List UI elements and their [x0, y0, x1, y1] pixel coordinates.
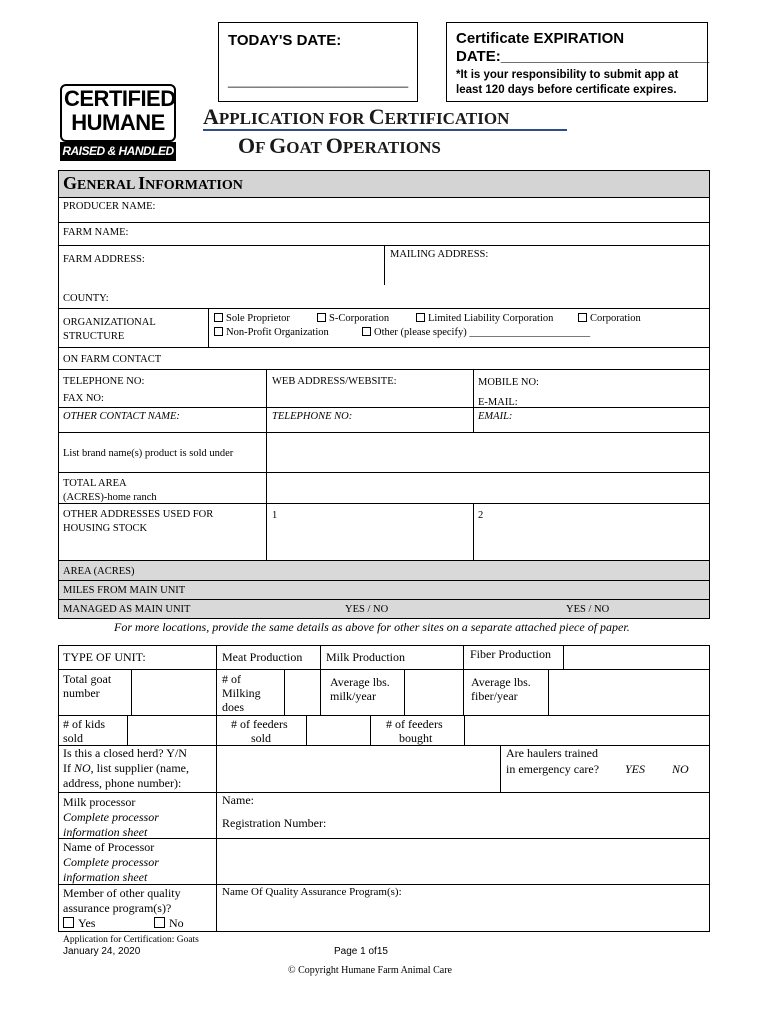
avg-milk-label-1: Average lbs.	[330, 675, 390, 689]
feeders-bought-label-1: # of feeders	[386, 717, 443, 731]
rule	[58, 838, 710, 839]
feeders-bought-label-2: bought	[399, 731, 433, 745]
qa-program-label: Name Of Quality Assurance Program(s):	[222, 886, 402, 898]
org-structure-label-1: ORGANIZATIONAL	[63, 317, 156, 328]
other-contact-label: OTHER CONTACT NAME:	[63, 411, 180, 422]
avg-milk-label-2: milk/year	[330, 689, 376, 703]
rule	[58, 308, 710, 309]
brand-names-label: List brand name(s) product is sold under	[63, 448, 234, 459]
milking-does-label-3: does	[222, 700, 244, 714]
other-telephone-label: TELEPHONE NO:	[272, 411, 353, 422]
rule	[548, 669, 549, 715]
other-addresses-label-1: OTHER ADDRESSES USED FOR	[63, 509, 214, 520]
total-area-label-2: (ACRES)-home ranch	[63, 492, 157, 503]
haulers-no-option[interactable]: NO	[672, 762, 689, 776]
farm-address-label: FARM ADDRESS:	[63, 254, 145, 265]
area-acres-label: AREA (ACRES)	[63, 566, 135, 577]
rule	[208, 308, 209, 347]
rule	[473, 503, 474, 560]
todays-date-field[interactable]: ___________________________	[228, 74, 409, 88]
option-s-corporation[interactable]: S-Corporation	[317, 312, 389, 325]
complete-processor-note-2: information sheet	[63, 825, 148, 839]
option-corporation[interactable]: Corporation	[578, 312, 641, 325]
checkbox-icon[interactable]	[362, 327, 371, 336]
avg-fiber-label-1: Average lbs.	[471, 675, 531, 689]
milk-production-option[interactable]: Milk Production	[326, 650, 406, 664]
gray-row	[59, 561, 709, 580]
address-col-2: 2	[478, 510, 484, 521]
total-goat-label-2: number	[63, 686, 100, 700]
checkbox-icon[interactable]	[154, 917, 165, 928]
rule	[58, 472, 710, 473]
more-locations-note: For more locations, provide the same details as above for other sites on a separate attached piece of paper.	[114, 620, 630, 634]
logo-text-certified: CERTIFIED	[64, 86, 176, 111]
checkbox-icon[interactable]	[214, 327, 223, 336]
expiration-date-field[interactable]: DATE:_________________________	[456, 48, 710, 65]
member-qa-label-1: Member of other quality	[63, 886, 181, 900]
haulers-label-1: Are haulers trained	[506, 746, 598, 760]
producer-name-label: PRODUCER NAME:	[63, 201, 156, 212]
logo-raised-handled: RAISED & HANDLED	[60, 142, 176, 161]
complete-processor-note-3: Complete processor	[63, 855, 159, 869]
rule	[384, 245, 385, 285]
rule	[563, 645, 564, 669]
unit-left-border	[58, 645, 59, 931]
org-structure-label-2: STRUCTURE	[63, 331, 125, 342]
fax-label: FAX NO:	[63, 393, 104, 404]
rule	[473, 369, 474, 432]
rule	[216, 645, 217, 715]
rule	[58, 792, 710, 793]
option-llc[interactable]: Limited Liability Corporation	[416, 312, 553, 325]
option-other[interactable]: Other (please specify) _______________________	[362, 326, 590, 339]
fiber-production-option[interactable]: Fiber Production	[470, 647, 551, 661]
rule	[284, 669, 285, 715]
unit-bottom-border	[58, 931, 710, 932]
rule	[463, 645, 464, 715]
expiration-note-1: *It is your responsibility to submit app at	[456, 69, 679, 81]
yes-no-option-2[interactable]: YES / NO	[566, 604, 610, 615]
haulers-yes-option[interactable]: YES	[625, 762, 646, 776]
closed-herd-label-1: Is this a closed herd? Y/N	[63, 746, 187, 760]
rule	[58, 884, 710, 885]
checkbox-icon[interactable]	[578, 313, 587, 322]
miles-label: MILES FROM MAIN UNIT	[63, 585, 186, 596]
complete-processor-note-4: information sheet	[63, 870, 148, 884]
general-info-heading: GENERAL INFORMATION	[63, 173, 243, 193]
name-of-processor-label: Name of Processor	[63, 840, 155, 854]
feeders-sold-label-1: # of feeders	[231, 717, 288, 731]
farm-name-label: FARM NAME:	[63, 227, 129, 238]
other-addresses-label-2: HOUSING STOCK	[63, 523, 148, 534]
unit-top-border	[58, 645, 710, 646]
rule	[266, 432, 267, 560]
rule	[58, 222, 710, 223]
kids-sold-label-1: # of kids	[63, 717, 105, 731]
checkbox-icon[interactable]	[214, 313, 223, 322]
registration-number-label: Registration Number:	[222, 816, 327, 830]
telephone-label: TELEPHONE NO:	[63, 376, 145, 387]
rule	[58, 715, 710, 716]
county-label: COUNTY:	[63, 293, 109, 304]
rule	[58, 618, 710, 619]
member-qa-label-2: assurance program(s)?	[63, 901, 172, 915]
mobile-label: MOBILE NO:	[478, 377, 539, 388]
rule	[58, 369, 710, 370]
milking-does-label-1: # of	[222, 672, 241, 686]
member-no-option[interactable]: No	[154, 916, 184, 931]
yes-no-option-1[interactable]: YES / NO	[345, 604, 389, 615]
mailing-address-label: MAILING ADDRESS:	[390, 249, 489, 260]
certified-humane-logo	[60, 84, 176, 164]
footer-date: January 24, 2020	[63, 946, 141, 957]
rule	[320, 645, 321, 669]
meat-production-option[interactable]: Meat Production	[222, 650, 303, 664]
kids-sold-label-2: sold	[63, 731, 84, 745]
rule	[131, 669, 132, 715]
rule	[58, 347, 710, 348]
rule	[320, 669, 321, 715]
option-non-profit[interactable]: Non-Profit Organization	[214, 326, 329, 339]
email-label-2: EMAIL:	[478, 411, 513, 422]
rule	[306, 715, 307, 745]
checkbox-icon[interactable]	[63, 917, 74, 928]
address-col-1: 1	[272, 510, 278, 521]
rule	[58, 407, 710, 408]
footer-page-number: Page 1 of15	[334, 946, 388, 957]
closed-herd-label-2: If NO, list supplier (name,	[63, 761, 189, 775]
expiration-note-2: least 120 days before certificate expires.	[456, 84, 677, 96]
rule	[216, 715, 217, 745]
checkbox-icon[interactable]	[317, 313, 326, 322]
logo-text-humane: HUMANE	[71, 110, 165, 135]
total-goat-label-1: Total goat	[63, 672, 112, 686]
rule	[58, 432, 710, 433]
unit-right-border	[709, 645, 710, 931]
processor-name-label: Name:	[222, 793, 254, 807]
haulers-label-2: in emergency care?	[506, 762, 600, 776]
rule	[266, 369, 267, 432]
managed-label: MANAGED AS MAIN UNIT	[63, 604, 191, 615]
complete-processor-note-1: Complete processor	[63, 810, 159, 824]
rule	[127, 715, 128, 745]
email-label-1: E-MAIL:	[478, 397, 518, 408]
footer-copyright: © Copyright Humane Farm Animal Care	[288, 965, 452, 976]
rule	[216, 745, 217, 931]
rule	[370, 715, 371, 745]
rule	[58, 669, 710, 670]
rule	[404, 669, 405, 715]
gen-left-border	[58, 198, 59, 619]
closed-herd-label-3: address, phone number):	[63, 776, 182, 790]
rule	[464, 715, 465, 745]
total-area-label-1: TOTAL AREA	[63, 478, 127, 489]
gen-right-border	[709, 198, 710, 619]
title-underline	[203, 129, 567, 131]
member-yes-option[interactable]: Yes	[63, 916, 95, 931]
page-title-line-2: OF GOAT OPERATIONS	[238, 133, 441, 158]
option-sole-proprietor[interactable]: Sole Proprietor	[214, 312, 290, 325]
expiration-label: Certificate EXPIRATION	[456, 30, 625, 47]
milking-does-label-2: Milking	[222, 686, 261, 700]
footer-app-title: Application for Certification: Goats	[63, 935, 199, 945]
web-address-label: WEB ADDRESS/WEBSITE:	[272, 376, 397, 387]
avg-fiber-label-2: fiber/year	[471, 689, 518, 703]
todays-date-label: TODAY'S DATE:	[228, 32, 342, 49]
page-title-line-1: APPLICATION FOR CERTIFICATION	[203, 104, 510, 129]
rule	[500, 745, 501, 792]
milk-processor-label: Milk processor	[63, 795, 136, 809]
feeders-sold-label-2: sold	[251, 731, 272, 745]
type-of-unit-label: TYPE OF UNIT:	[63, 650, 146, 664]
on-farm-contact-label: ON FARM CONTACT	[63, 354, 162, 365]
checkbox-icon[interactable]	[416, 313, 425, 322]
